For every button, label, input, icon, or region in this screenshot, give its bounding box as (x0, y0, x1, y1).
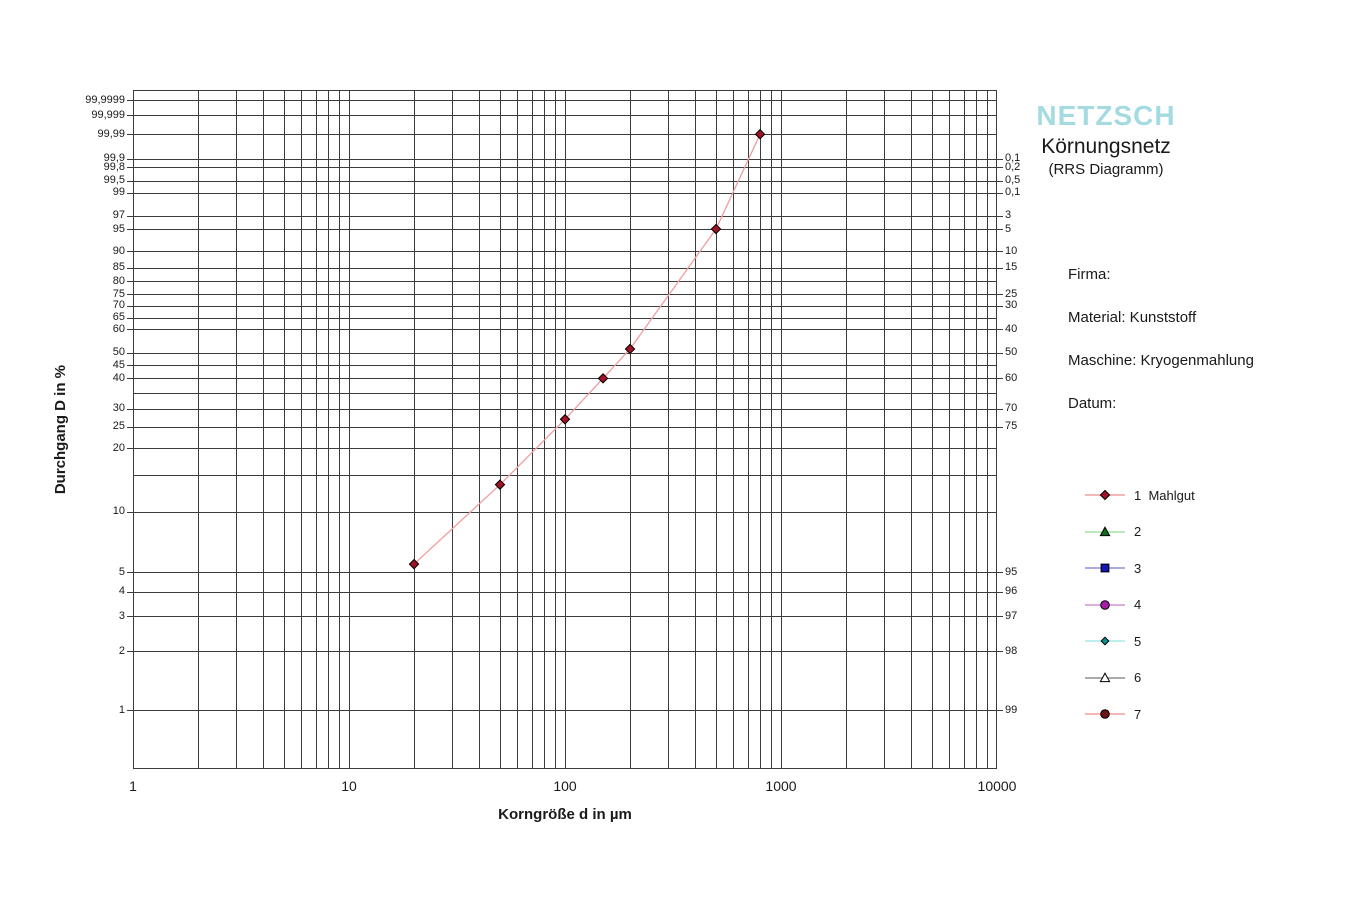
legend-label: 1 Mahlgut (1134, 487, 1195, 503)
x-axis-tick-label: 10000 (977, 778, 1017, 794)
info-firma: Firma: (1068, 266, 1111, 283)
info-maschine: Maschine: Kryogenmahlung (1068, 352, 1254, 369)
y-axis-tick-label: 99,5 (103, 174, 125, 187)
x-axis-tick-label: 10 (341, 778, 357, 794)
y2-axis-tick-label: 40 (1005, 322, 1018, 335)
y-axis-tick-label: 4 (118, 585, 125, 598)
x-axis-tick-label: 1 (129, 778, 137, 794)
y-axis-tick-label: 1 (118, 703, 125, 716)
legend-entry-5 (1084, 632, 1141, 650)
y-axis-tick-label: 50 (112, 346, 125, 359)
y-axis-tick-label: 80 (112, 274, 125, 287)
x-axis-tick-label: 100 (553, 778, 577, 794)
legend-label: 5 (1134, 633, 1142, 649)
info-material: Material: Kunststoff (1068, 309, 1197, 326)
y-axis-tick-label: 20 (112, 441, 125, 454)
y2-axis-tick-label: 98 (1005, 644, 1018, 657)
y-axis-tick-label: 95 (112, 222, 125, 235)
y2-axis-tick-label: 97 (1005, 609, 1018, 622)
legend-marker-circle-icon (1084, 597, 1126, 613)
x-axis-title: Korngröße d in µm (498, 806, 632, 823)
y-axis-tick-label: 10 (112, 505, 125, 518)
y-axis-tick-label: 99,999 (91, 108, 125, 121)
y-axis-tick-label: 40 (112, 371, 125, 384)
y-axis-tick-label: 5 (118, 565, 125, 578)
info-block (1068, 266, 1254, 412)
legend-label: 4 (1134, 597, 1142, 612)
chart-subtitle: (RRS Diagramm) (1048, 161, 1164, 178)
y2-axis-tick-label: 15 (1005, 261, 1018, 274)
y-axis-tick-label: 97 (112, 209, 125, 222)
chart-title: Körnungsnetz (1041, 135, 1171, 158)
legend-marker-circle-icon (1084, 706, 1126, 722)
legend-entry-4 (1084, 596, 1141, 614)
y2-axis-tick-label: 50 (1005, 346, 1018, 359)
legend-label: 7 (1134, 706, 1142, 722)
y2-axis-tick-label: 3 (1005, 209, 1012, 222)
netzsch-logo: NETZSCH (1036, 100, 1176, 131)
y2-axis-tick-label: 96 (1005, 585, 1018, 598)
y-axis-tick-label: 2 (118, 644, 125, 657)
legend-entry-2 (1084, 523, 1141, 541)
y-axis-tick-label: 25 (112, 420, 125, 433)
y2-axis-tick-label: 0,1 (1005, 186, 1021, 199)
legend-marker-triangle-icon (1084, 670, 1126, 686)
y-axis-tick-label: 99,9 (103, 152, 125, 164)
legend-label: 2 (1134, 524, 1142, 539)
y2-axis-tick-label: 5 (1005, 222, 1012, 235)
y-axis-tick-label: 90 (112, 244, 125, 257)
y2-axis-tick-label: 99 (1005, 703, 1018, 716)
legend-marker-diamond-icon (1084, 487, 1126, 503)
y2-axis-tick-label: 0,2 (1005, 160, 1021, 173)
legend-marker-square-icon (1084, 560, 1126, 576)
y2-axis-tick-label: 25 (1005, 287, 1018, 300)
y-axis-tick-label: 30 (112, 402, 125, 415)
y-axis-tick-label: 60 (112, 322, 125, 335)
y2-axis-tick-label: 0,1 (1005, 152, 1021, 164)
y-axis-tick-label: 85 (112, 261, 125, 274)
y2-axis-tick-label: 0,5 (1005, 174, 1021, 187)
y2-axis-tick-label: 60 (1005, 371, 1018, 384)
series-line (414, 134, 760, 564)
y-axis-tick-label: 99 (112, 186, 125, 199)
y-axis-tick-label: 3 (118, 609, 125, 622)
y2-axis-tick-label: 30 (1005, 299, 1018, 312)
legend-entry-6 (1084, 669, 1141, 687)
y-axis-tick-label: 70 (112, 299, 125, 312)
y2-axis-tick-label: 70 (1005, 402, 1018, 415)
legend-marker-diamond-small-icon (1084, 633, 1126, 649)
info-datum: Datum: (1068, 395, 1117, 412)
legend-marker-triangle-icon (1084, 524, 1126, 540)
data-point-marker (755, 130, 764, 139)
y-axis-tick-label: 99,9999 (85, 93, 125, 106)
y-axis-tick-label: 75 (112, 287, 125, 300)
data-point-marker (711, 224, 720, 233)
y-axis-title-text: Durchgang D in % (51, 364, 69, 495)
legend-entry-3 (1084, 559, 1141, 577)
grid (127, 90, 1003, 769)
y-axis-tick-label: 99,8 (103, 160, 125, 173)
y-axis-tick-label: 99,99 (97, 127, 125, 140)
y2-axis-tick-label: 10 (1005, 244, 1018, 257)
legend-entry-1 (1084, 486, 1195, 504)
legend-label: 3 (1134, 560, 1142, 576)
y-axis-tick-label: 45 (112, 358, 125, 371)
y2-axis-tick-label: 75 (1005, 420, 1018, 433)
y2-axis-tick-label: 95 (1005, 565, 1018, 578)
y-axis-tick-label: 65 (112, 311, 125, 324)
x-axis-tick-label: 1000 (765, 778, 797, 794)
legend-label: 6 (1134, 670, 1142, 685)
chart-plot-area (133, 90, 997, 769)
legend-entry-7 (1084, 705, 1141, 723)
